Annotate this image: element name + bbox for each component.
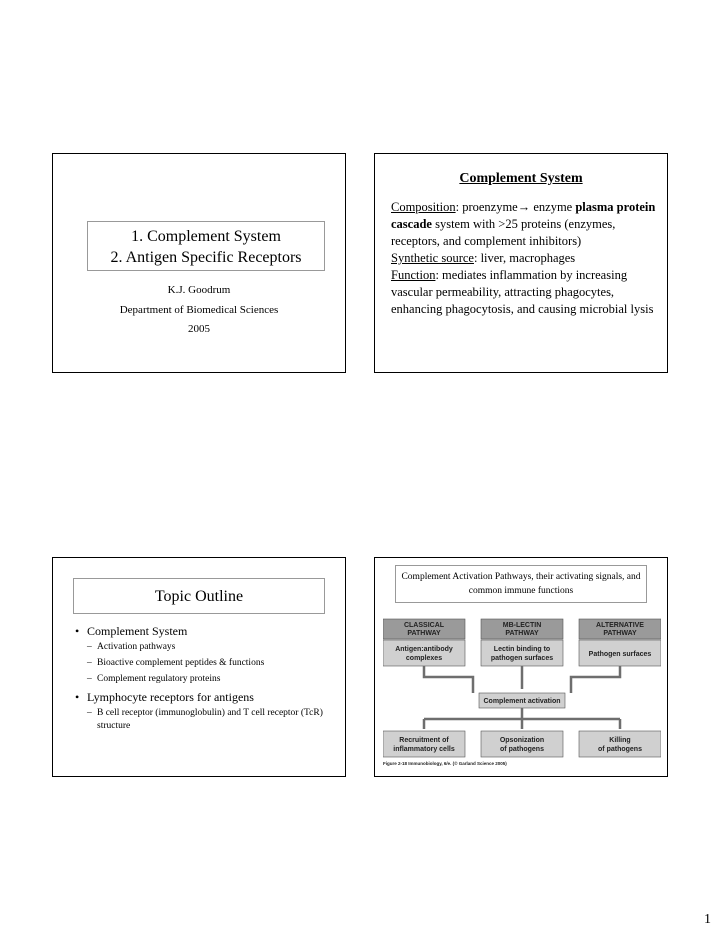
source-paragraph: [391, 250, 657, 267]
department: Department of Biomedical Sciences: [119, 304, 279, 316]
mb-lectin-signal-1: Lectin binding to: [493, 646, 551, 653]
composition-post: system with >25 proteins (enzymes, receptors, and complement inhibitors): [391, 217, 616, 248]
diverging-arrows: [424, 708, 620, 729]
slide-complement-system: [374, 153, 668, 373]
recruitment-line-2: inflammatory cells: [393, 746, 455, 753]
classical-signal-box: [383, 640, 465, 666]
mb-lectin-name-2: PATHWAY: [505, 630, 539, 637]
opsonization-box: [481, 731, 563, 757]
pathway-diagram: [383, 613, 661, 768]
source-text: : liver, macrophages: [473, 251, 576, 265]
classical-name-1: CLASSICAL: [403, 622, 445, 629]
composition-mid: enzyme: [530, 200, 576, 214]
author: K.J. Goodrum: [167, 284, 231, 296]
outline-subitem: [75, 657, 335, 670]
figure-title: Complement Activation Pathways, their activating signals, and common immune functions: [395, 565, 647, 603]
outline-title: Topic Outline: [73, 578, 325, 614]
mb-lectin-name-1: MB-LECTIN: [502, 622, 542, 629]
page-number: 1: [704, 912, 711, 927]
composition-label: Composition: [391, 200, 456, 214]
title-line-1: 1. Complement System: [131, 228, 281, 245]
outline-subitem: [75, 641, 335, 654]
converging-arrows: [424, 666, 620, 693]
outline-subitem-text: B cell receptor (immunoglobulin) and T cell receptor (TcR) structure: [97, 708, 323, 731]
year: 2005: [188, 323, 210, 335]
slide-activation-pathways: [374, 557, 668, 777]
source-label: Synthetic source: [391, 251, 474, 265]
title-box: [87, 221, 325, 271]
alternative-name-1: ALTERNATIVE: [596, 622, 644, 629]
mb-lectin-signal-2: pathogen surfaces: [490, 655, 554, 662]
outline-subitem: [75, 673, 335, 686]
slide-topic-outline: [52, 557, 346, 777]
composition-bold: plasma protein cascade: [391, 200, 656, 231]
outline-item: • Complement System: [75, 623, 335, 640]
slide-heading: Complement System: [459, 171, 583, 186]
outline-list: [75, 623, 335, 736]
function-paragraph: [391, 267, 657, 318]
mb-lectin-signal-box: [481, 640, 563, 666]
opsonization-line-2: of pathogens: [500, 746, 544, 753]
title-line-2: 2. Antigen Specific Receptors: [110, 249, 302, 266]
slide-title: [52, 153, 346, 373]
dash-icon: –: [87, 708, 92, 718]
outline-item: • Lymphocyte receptors for antigens: [75, 689, 335, 706]
figure-caption: Figure 2-18 Immunobiology, 6/e. (© Garland Science 2005): [383, 761, 507, 766]
classical-signal-1: Antigen:antibody: [395, 646, 453, 653]
killing-box: [579, 731, 661, 757]
opsonization-line-1: Opsonization: [499, 737, 545, 744]
composition-paragraph: [391, 199, 657, 250]
composition-pre: : proenzyme: [455, 200, 518, 214]
killing-line-1: Killing: [609, 737, 631, 744]
complement-activation-label: Complement activation: [483, 698, 561, 705]
dash-icon: –: [87, 642, 92, 652]
outline-subitem-text: Activation pathways: [97, 642, 176, 652]
alternative-name-2: PATHWAY: [603, 630, 637, 637]
outline-subitem-text: Bioactive complement peptides & functions: [97, 658, 265, 668]
recruitment-line-1: Recruitment of: [399, 737, 449, 744]
dash-icon: –: [87, 658, 92, 668]
recruitment-box: [383, 731, 465, 757]
slide-body: [391, 199, 657, 318]
outline-subitem: [75, 707, 335, 733]
outline-subitem-text: Complement regulatory proteins: [97, 674, 221, 684]
arrow-icon: →: [517, 200, 531, 214]
function-label: Function: [391, 268, 436, 282]
alternative-signal-1: Pathogen surfaces: [588, 651, 652, 658]
classical-signal-2: complexes: [405, 655, 443, 662]
killing-line-2: of pathogens: [598, 746, 642, 753]
function-text: : mediates inflammation by increasing vascular permeability, attracting phagocytes, enhancing phagocytosis, and causing microbial lysis: [391, 268, 654, 316]
dash-icon: –: [87, 674, 92, 684]
classical-name-2: PATHWAY: [407, 630, 441, 637]
